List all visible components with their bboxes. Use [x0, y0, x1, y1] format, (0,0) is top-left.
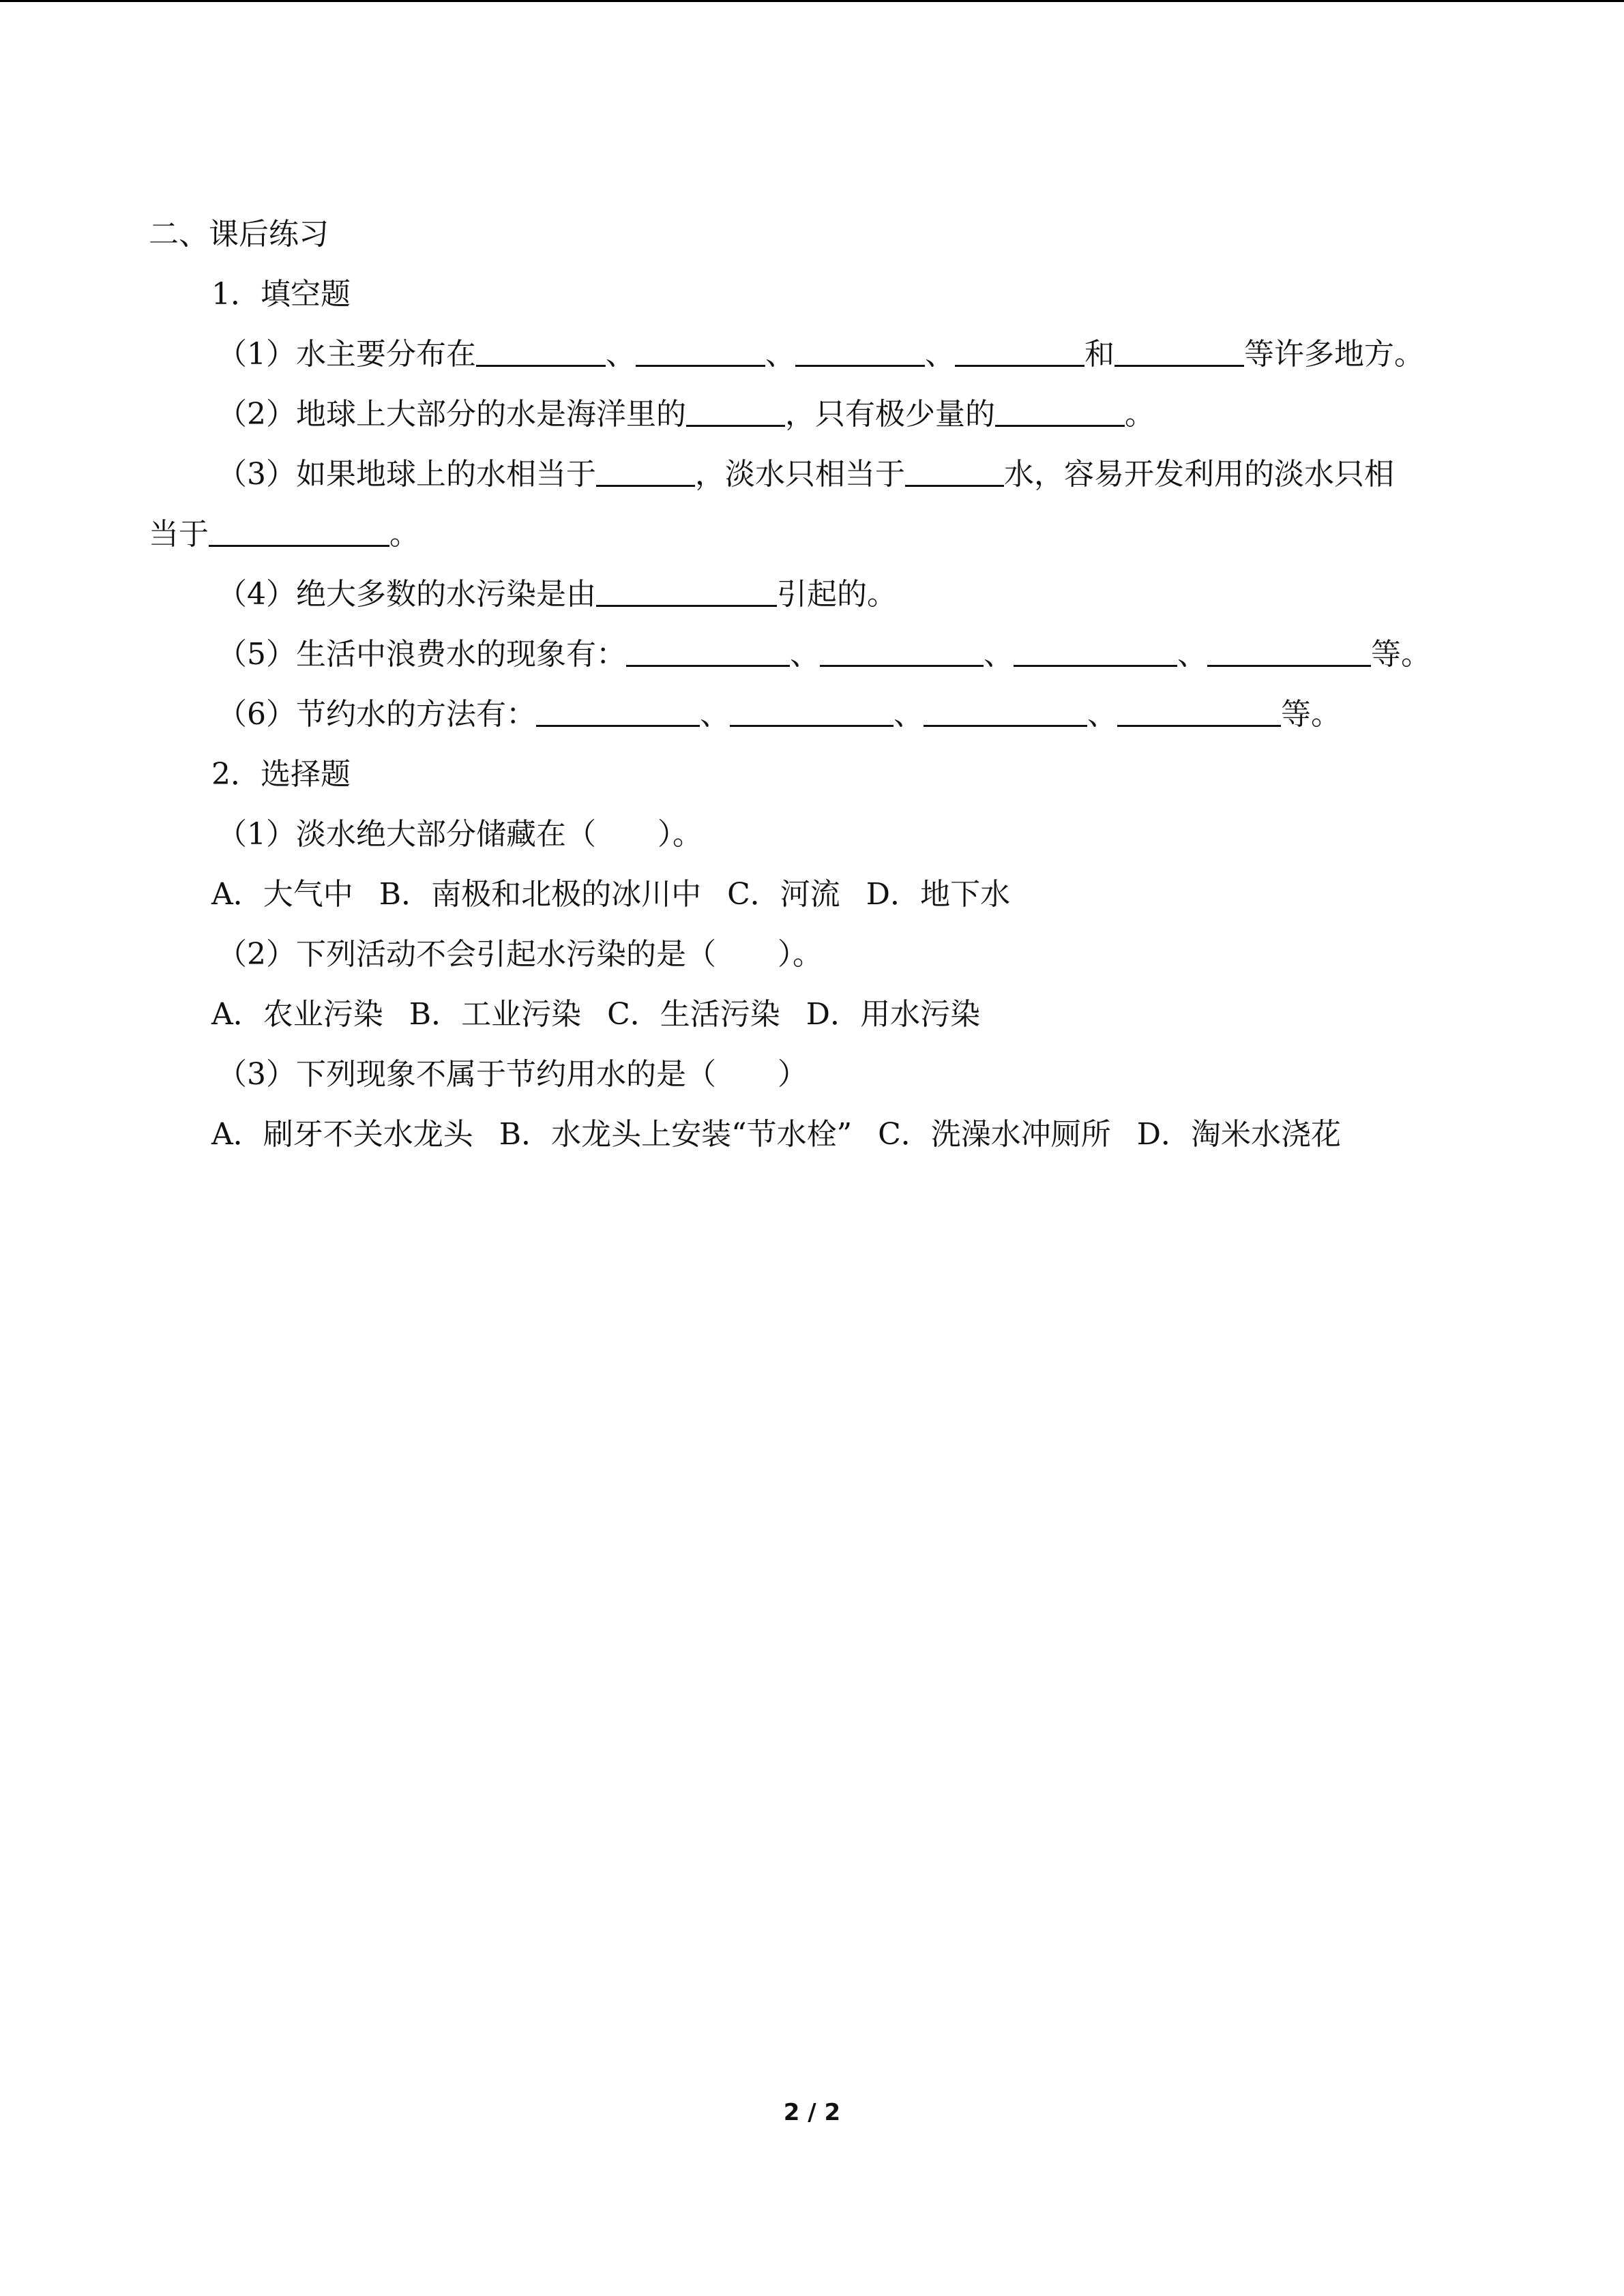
fill-question-4: （4）绝大多数的水污染是由 引起的。 [149, 565, 1479, 625]
answer-blank[interactable] [209, 515, 389, 547]
option-d[interactable]: D．淘米水浇花 [1136, 1117, 1342, 1152]
option-a[interactable]: A．大气中 [211, 877, 353, 912]
answer-blank[interactable] [1207, 635, 1371, 667]
choice-options-1 [149, 865, 1479, 925]
answer-blank[interactable] [795, 335, 925, 367]
option-c[interactable]: C．生活污染 [607, 997, 780, 1032]
choice-question-2: （2）下列活动不会引起水污染的是（ ）。 [217, 937, 823, 972]
answer-blank[interactable] [820, 635, 984, 667]
answer-blank[interactable] [995, 395, 1125, 427]
answer-blank[interactable] [905, 455, 1004, 487]
option-a[interactable]: A．农业污染 [211, 997, 383, 1032]
top-border-line [0, 0, 1624, 2]
section-title: 二、课后练习 [149, 217, 329, 252]
answer-blank[interactable] [596, 575, 777, 607]
option-b[interactable]: B．南极和北极的冰川中 [379, 877, 702, 912]
choice-options-2 [149, 985, 1479, 1045]
option-c[interactable]: C．洗澡水冲厕所 [878, 1117, 1111, 1152]
option-a[interactable]: A．刷牙不关水龙头 [211, 1117, 473, 1152]
option-d[interactable]: D．用水污染 [806, 997, 981, 1032]
answer-blank[interactable] [596, 455, 695, 487]
answer-blank[interactable] [686, 395, 785, 427]
option-c[interactable]: C．河流 [727, 877, 840, 912]
option-b[interactable]: B．工业污染 [409, 997, 582, 1032]
answer-blank[interactable] [1114, 335, 1244, 367]
fill-question-3-continued: 当于 。 [149, 505, 1479, 565]
answer-blank[interactable] [955, 335, 1084, 367]
answer-blank[interactable] [730, 695, 894, 727]
fill-question-3: （3）如果地球上的水相当于 ，淡水只相当于 水，容易开发利用的淡水只相 [149, 445, 1479, 505]
answer-blank[interactable] [636, 335, 765, 367]
fill-question-2: （2）地球上大部分的水是海洋里的 ，只有极少量的 。 [149, 385, 1479, 445]
choice-question-1: （1）淡水绝大部分储藏在（ ）。 [217, 817, 703, 852]
answer-blank[interactable] [476, 335, 606, 367]
choice-options-3 [149, 1105, 1479, 1165]
answer-blank[interactable] [1014, 635, 1177, 667]
fill-heading: 1．填空题 [211, 277, 351, 312]
fill-question-6: （6）节约水的方法有： 、 、 、 等。 [149, 685, 1479, 745]
fill-question-5: （5）生活中浪费水的现象有： 、 、 、 等。 [149, 625, 1479, 685]
answer-blank[interactable] [924, 695, 1087, 727]
option-d[interactable]: D．地下水 [866, 877, 1011, 912]
fill-question-1: （1）水主要分布在 、 、 、 和 等许多地方。 [149, 325, 1479, 385]
answer-blank[interactable] [536, 695, 700, 727]
choice-heading: 2．选择题 [211, 757, 351, 792]
answer-blank[interactable] [626, 635, 790, 667]
worksheet-body [149, 205, 1479, 1165]
option-b[interactable]: B．水龙头上安装“节水栓” [499, 1117, 853, 1152]
answer-blank[interactable] [1117, 695, 1281, 727]
choice-question-3: （3）下列现象不属于节约用水的是（ ） [217, 1057, 808, 1092]
page-number: 2 / 2 [783, 2099, 841, 2126]
